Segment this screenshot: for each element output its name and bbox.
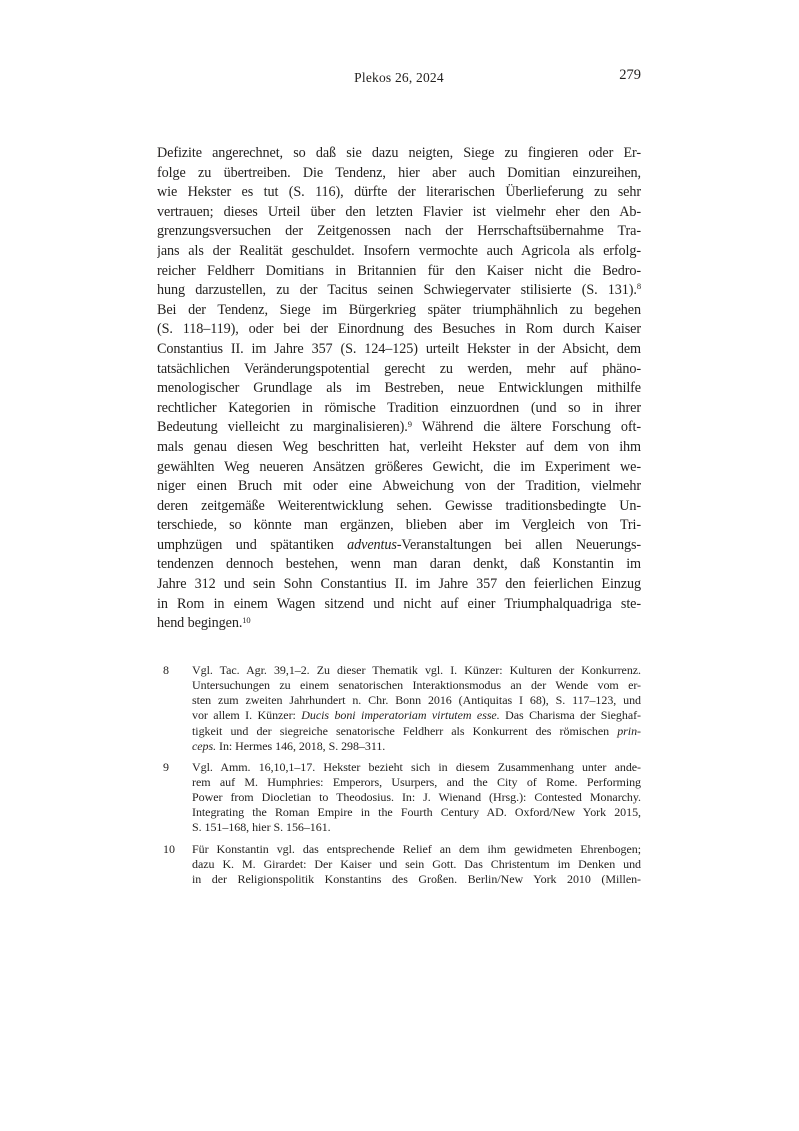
text-line: jans als der Realität geschuldet. Insofern vermochte auch Agricola als erfolg- — [157, 242, 641, 259]
text-line: (S. 118–119), oder bei der Einordnung des Besuches in Rom durch Kaiser — [157, 321, 641, 338]
footnote-text — [192, 760, 641, 836]
text-line: Für Konstantin vgl. das entsprechende Relief an dem ihm gewidmeten Ehrenbogen; — [192, 841, 641, 856]
text-line: Bei der Tendenz, Siege im Bürgerkrieg später triumphähnlich zu begehen — [157, 301, 641, 318]
text-line: niger einen Bruch mit oder eine Abweichung von der Tradition, vielmehr — [157, 478, 641, 495]
text-line: gewählten Weg neueren Ansätzen größeres Gewicht, die im Experiment we- — [157, 458, 641, 475]
text-line: Vgl. Amm. 16,10,1–17. Hekster bezieht sich in diesem Zusammenhang unter ande- — [192, 759, 641, 774]
text-line: Power from Diocletian to Theodosius. In: J. Wienand (Hrsg.): Contested Monarchy. — [192, 790, 641, 805]
footnote-number: 10 — [163, 841, 175, 856]
footnote-number: 8 — [163, 663, 169, 677]
text-line: menologischer Grundlage als im Bestreben, neue Entwicklungen mithilfe — [157, 380, 641, 397]
text-line: vor allem I. Künzer: Ducis boni imperatoriam virtutem esse. Das Charisma der Sieghaf- — [192, 708, 641, 723]
text-line: Defizite angerechnet, so daß sie dazu neigten, Siege zu fingieren oder Er- — [157, 145, 641, 161]
footnote — [157, 663, 641, 754]
text-line: in der Religionspolitik Konstantins des Großen. Berlin/New York 2010 (Millen- — [192, 871, 641, 886]
text-line: Bedeutung vielleicht zu marginalisieren).$^9$ Während die ältere Forschung oft- — [157, 418, 641, 436]
text-line: Jahre 312 und sein Sohn Constantius II. im Jahre 357 den feierlichen Einzug — [157, 576, 641, 593]
text-line: hung darzustellen, zu der Tacitus seinen Schwiegervater stilisierte (S. 131).$^8$ — [157, 281, 641, 299]
text-line: Constantius II. im Jahre 357 (S. 124–125) urteilt Hekster in der Absicht, dem — [157, 340, 641, 357]
text-line: mals genau diesen Weg beschritten hat, verleiht Hekster auf dem von ihm — [157, 438, 641, 455]
text-line: vertrauen; dieses Urteil über den letzten Flavier ist vielmehr eher den Ab- — [157, 203, 641, 220]
footnote-text — [192, 663, 641, 754]
text-line: S. 151–168, hier S. 156–161. — [192, 820, 331, 835]
journal-running-title: Plekos 26, 2024 — [354, 70, 444, 85]
text-line: tatsächlichen Veränderungspotential gerecht zu werden, mehr auf phäno- — [157, 360, 641, 377]
text-line: Integrating the Roman Empire in the Fourth Century AD. Oxford/New York 2015, — [192, 805, 641, 820]
text-line: folge zu übertreiben. Die Tendenz, hier aber auch Domitian einzureihen, — [157, 164, 641, 181]
text-line: reicher Feldherr Domitians in Britannien für den Kaiser nicht die Bedro- — [157, 262, 641, 279]
text-line: deren zeitgemäße Weiterentwicklung sehen. Gewisse traditionsbedingte Un- — [157, 497, 641, 514]
footnote — [157, 760, 641, 836]
footnote — [157, 842, 641, 887]
page-number: 279 — [619, 67, 641, 83]
text-line: Untersuchungen zu einem senatorischen Interaktionsmodus an der Wende vom er- — [192, 678, 641, 693]
text-line: sten zum zweiten Jahrhundert n. Chr. Bonn 2016 (Antiquitas I 68), S. 117–123, und — [192, 693, 641, 708]
footnotes-section — [157, 663, 641, 893]
text-line: rem auf M. Humphries: Emperors, Usurpers, and the City of Rome. Performing — [192, 774, 641, 789]
page-header — [157, 67, 641, 88]
text-line: tendenzen dennoch bestehen, wenn man daran denkt, daß Konstantin im — [157, 556, 641, 573]
text-line: terschiede, so könnte man ergänzen, blieben aber im Vergleich von Tri- — [157, 517, 641, 534]
footnote-text — [192, 842, 641, 887]
text-line: rechtlicher Kategorien in römische Tradition einzuordnen (und so in ihrer — [157, 399, 641, 416]
text-line: dazu K. M. Girardet: Der Kaiser und sein Gott. Das Christentum im Denken und — [192, 856, 641, 871]
text-line: umphzügen und spätantiken adventus-Veranstaltungen bei allen Neuerungs- — [157, 536, 641, 553]
text-line: wie Hekster es tut (S. 116), dürfte der literarischen Überlieferung zu sehr — [157, 184, 641, 201]
text-line: grenzungsversuchen der Zeitgenossen nach der Herrschaftsübernahme Tra- — [157, 223, 641, 240]
text-line: in Rom in einem Wagen sitzend und nicht auf einer Triumphalquadriga ste- — [157, 595, 641, 612]
main-text-block — [157, 144, 641, 634]
text-line: ceps. In: Hermes 146, 2018, S. 298–311. — [192, 738, 386, 753]
footnote-number: 9 — [163, 759, 169, 774]
text-line: hend begingen.$^{10}$ — [157, 614, 251, 632]
text-line: tigkeit und der siegreiche senatorische Feldherr als Konkurrent des römischen prin- — [192, 723, 641, 738]
text-line: Vgl. Tac. Agr. 39,1–2. Zu dieser Thematik vgl. I. Künzer: Kulturen der Konkurrenz. — [192, 663, 641, 677]
